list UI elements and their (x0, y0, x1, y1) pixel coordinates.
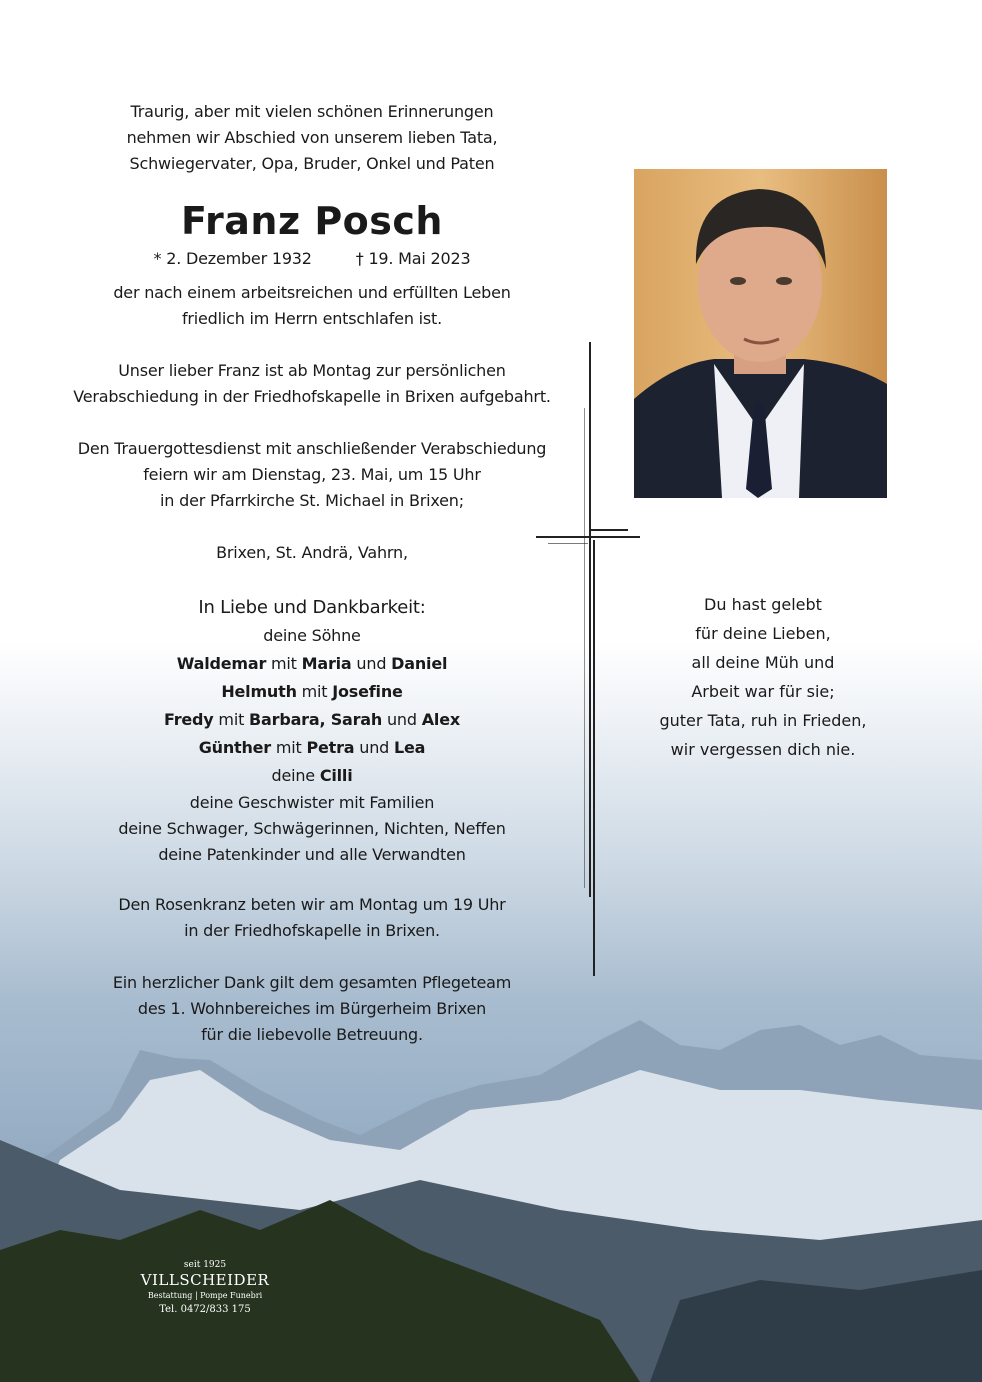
text-line: Den Rosenkranz beten wir am Montag um 19 Uhr (118, 895, 506, 914)
life-dates (60, 246, 564, 272)
text-line: deine Schwager, Schwägerinnen, Nichten, Neffen (118, 819, 506, 838)
text-line: feiern wir am Dienstag, 23. Mai, um 15 Uhr (143, 465, 481, 484)
mourner-row (60, 678, 564, 706)
conj: mit (266, 654, 302, 673)
logo-since: seit 1925 (183, 1260, 227, 1270)
poem-line: wir vergessen dich nie. (670, 740, 856, 759)
conj: mit (213, 710, 250, 729)
logo-subtitle: Bestattung | Pompe Funebri (147, 1291, 263, 1300)
intro-line: nehmen wir Abschied von unserem lieben Tata, (126, 128, 498, 147)
mourners (60, 594, 564, 868)
text-line: Ein herzlicher Dank gilt dem gesamten Pflegeteam (112, 973, 512, 992)
mourner: Daniel (391, 654, 448, 673)
after-name-text (60, 280, 564, 332)
service-text (60, 436, 564, 514)
logo-phone: Tel. 0472/833 175 (159, 1304, 251, 1315)
text-line: friedlich im Herrn entschlafen ist. (181, 309, 442, 328)
intro-text (60, 99, 564, 177)
mourner-row (60, 734, 564, 762)
text-line: Unser lieber Franz ist ab Montag zur persönlichen (118, 361, 506, 380)
mourner: Josefine (332, 682, 403, 701)
text-line: des 1. Wohnbereiches im Bürgerheim Brixen (137, 999, 487, 1018)
death-date: † 19. Mai 2023 (355, 249, 471, 268)
rosary-text (60, 892, 564, 944)
mourner-row (60, 650, 564, 678)
poem-line: für deine Lieben, (695, 624, 831, 643)
mourner: Waldemar (176, 654, 267, 673)
poem (640, 590, 886, 764)
poem-line: all deine Müh und (691, 653, 835, 672)
text-line: deine Geschwister mit Familien (189, 793, 435, 812)
mourner-row (60, 706, 564, 734)
text-line: Verabschiedung in der Friedhofskapelle in Brixen aufgebahrt. (73, 387, 551, 406)
mourner: Günther (198, 738, 271, 757)
text-line: in der Pfarrkirche St. Michael in Brixen; (160, 491, 464, 510)
funeral-home-logo (125, 1260, 285, 1317)
viewing-text (60, 358, 564, 410)
mourner: Cilli (319, 766, 353, 785)
text-line: Den Trauergottesdienst mit anschließender Verabschiedung (77, 439, 547, 458)
mourner: Petra (306, 738, 355, 757)
logo-name: VILLSCHEIDER (140, 1271, 270, 1289)
conj: deine (271, 766, 320, 785)
text-line: in der Friedhofskapelle in Brixen. (184, 921, 440, 940)
conj: mit (296, 682, 333, 701)
places: Brixen, St. Andrä, Vahrn, (216, 543, 408, 562)
poem-line: Du hast gelebt (704, 595, 822, 614)
poem-line: Arbeit war für sie; (691, 682, 835, 701)
mourner: Barbara, Sarah (249, 710, 383, 729)
mourner: Helmuth (221, 682, 297, 701)
intro-line: Schwiegervater, Opa, Bruder, Onkel und Paten (129, 154, 495, 173)
text-line: der nach einem arbeitsreichen und erfüllten Leben (113, 283, 511, 302)
birth-date: * 2. Dezember 1932 (153, 249, 312, 268)
conj: und (351, 654, 392, 673)
mourner: Fredy (164, 710, 214, 729)
mourner: Lea (394, 738, 426, 757)
deceased-name: Franz Posch (181, 199, 443, 243)
poem-line: guter Tata, ruh in Frieden, (659, 711, 867, 730)
mourner: Alex (421, 710, 460, 729)
portrait-photo (634, 169, 887, 498)
conj: und (382, 710, 422, 729)
text-line: für die liebevolle Betreuung. (201, 1025, 423, 1044)
mourner: Maria (301, 654, 352, 673)
thanks-text (60, 970, 564, 1048)
text-line: deine Patenkinder und alle Verwandten (158, 845, 466, 864)
conj: und (354, 738, 395, 757)
sons-label: deine Söhne (263, 626, 361, 645)
mourner-row (60, 762, 564, 790)
mourners-heading: In Liebe und Dankbarkeit: (198, 597, 426, 618)
conj: mit (271, 738, 307, 757)
intro-line: Traurig, aber mit vielen schönen Erinnerungen (130, 102, 494, 121)
